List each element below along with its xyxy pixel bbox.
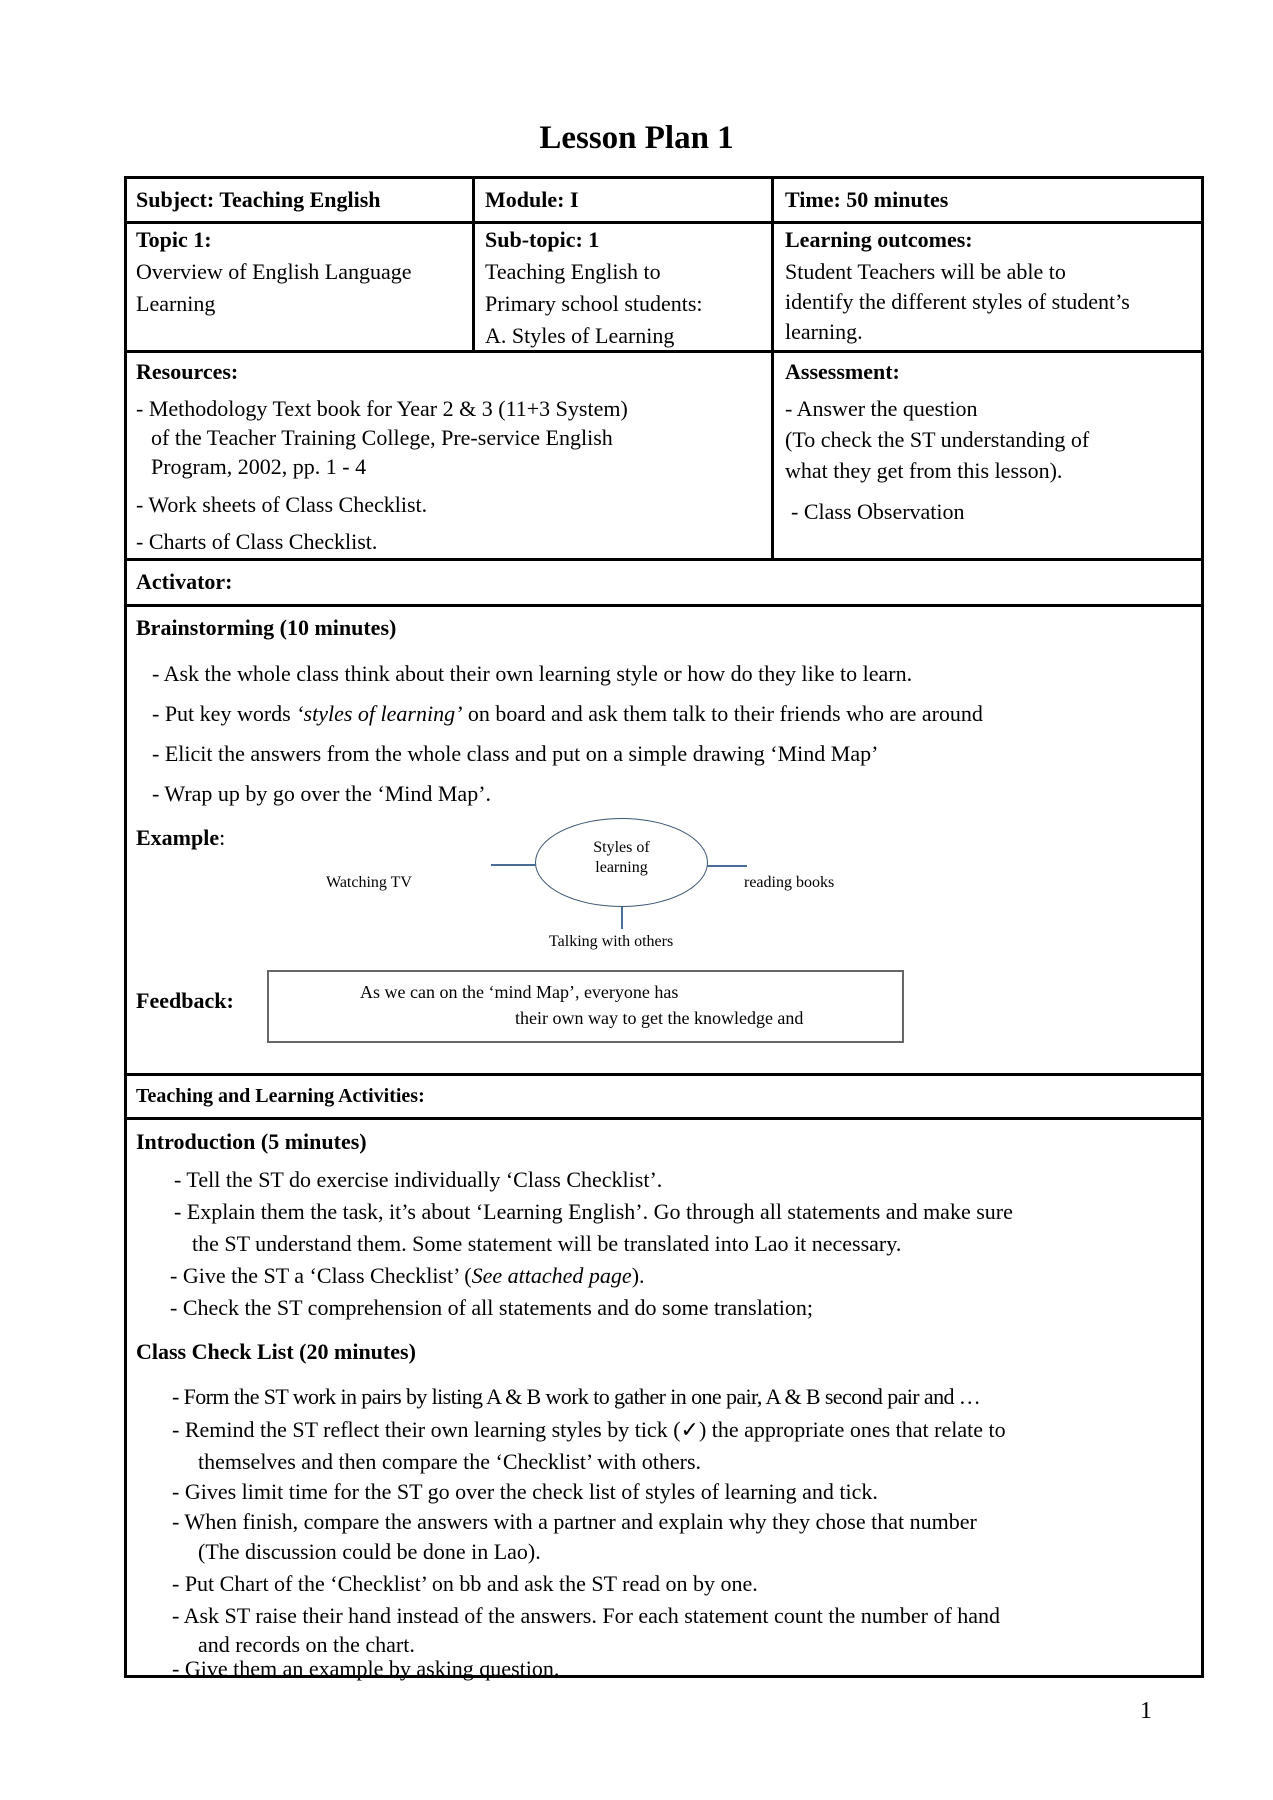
connector-left — [491, 864, 536, 866]
introduction-item: - Explain them the task, it’s about ‘Learning English’. Go through all statements and make sure — [174, 1199, 1013, 1224]
resource-item: of the Teacher Training College, Pre-service English — [151, 425, 613, 450]
feedback-text: their own way to get the knowledge and — [515, 1008, 804, 1028]
page-number: 1 — [1140, 1698, 1152, 1724]
feedback-box — [267, 970, 904, 1043]
resources-label: Resources: — [136, 359, 239, 384]
connector-right — [707, 865, 747, 867]
column-divider — [771, 176, 774, 560]
table-rule — [124, 221, 1204, 224]
checklist-item: - When finish, compare the answers with a partner and explain why they chose that number — [172, 1509, 977, 1534]
resource-item: - Methodology Text book for Year 2 & 3 (11+3 System) — [136, 396, 628, 421]
introduction-item: - Tell the ST do exercise individually ‘Class Checklist’. — [174, 1167, 663, 1192]
checklist-item: - Ask ST raise their hand instead of the answers. For each statement count the number of hand — [172, 1603, 1001, 1628]
assessment-label: Assessment: — [785, 359, 900, 384]
subtopic-label: Sub-topic: 1 — [485, 227, 600, 252]
subtopic-text: Primary school students: — [485, 291, 703, 316]
see-attached-page: See attached page — [471, 1263, 632, 1288]
column-divider — [472, 176, 475, 352]
table-border-top — [124, 176, 1204, 179]
checklist-item: - Form the ST work in pairs by listing A & B work to gather in one pair, A & B second pair and … — [172, 1384, 981, 1409]
outcomes-label: Learning outcomes: — [785, 227, 973, 252]
checklist-item: - Gives limit time for the ST go over the check list of styles of learning and tick. — [172, 1479, 878, 1504]
subtopic-text: Teaching English to — [485, 259, 661, 284]
brainstorm-item-text: - Put key words — [152, 701, 297, 726]
brainstorm-item: - Ask the whole class think about their own learning style or how do they like to learn. — [152, 661, 913, 686]
feedback-label: Feedback: — [136, 988, 234, 1013]
brainstorm-item: - Elicit the answers from the whole class and put on a simple drawing ‘Mind Map’ — [152, 741, 879, 766]
introduction-item: the ST understand them. Some statement will be translated into Lao it necessary. — [192, 1231, 902, 1256]
checklist-item: (The discussion could be done in Lao). — [198, 1539, 541, 1564]
introduction-heading: Introduction (5 minutes) — [136, 1129, 367, 1154]
brainstorm-item-text: on board and ask them talk to their friends who are around — [462, 701, 983, 726]
checklist-item: and records on the chart. — [198, 1632, 415, 1657]
topic-text: Learning — [136, 291, 216, 316]
mind-map-node-left: Watching TV — [326, 874, 412, 891]
activator-label: Activator: — [136, 569, 233, 594]
example-label: Example: — [136, 825, 226, 850]
mind-map-node-right: reading books — [744, 874, 835, 891]
outcomes-text: learning. — [785, 319, 863, 344]
table-rule — [124, 1117, 1204, 1120]
table-rule — [124, 558, 1204, 561]
introduction-item: - Give the ST a ‘Class Checklist’ (See attached page). — [170, 1263, 645, 1288]
feedback-text: As we can on the ‘mind Map’, everyone has — [360, 982, 679, 1002]
assessment-item: - Class Observation — [791, 499, 965, 524]
time-cell: Time: 50 minutes — [785, 187, 949, 212]
outcomes-text: identify the different styles of student’s — [785, 289, 1130, 314]
table-rule — [124, 1073, 1204, 1076]
topic-label: Topic 1: — [136, 227, 212, 252]
assessment-item: - Answer the question — [785, 396, 978, 421]
resource-item: - Work sheets of Class Checklist. — [136, 492, 428, 517]
topic-text: Overview of English Language — [136, 259, 412, 284]
page-title: Lesson Plan 1 — [539, 120, 734, 156]
assessment-item: what they get from this lesson). — [785, 458, 1063, 483]
table-border-right — [1201, 176, 1204, 1678]
outcomes-text: Student Teachers will be able to — [785, 259, 1066, 284]
brainstorming-heading: Brainstorming (10 minutes) — [136, 615, 397, 640]
resource-item: Program, 2002, pp. 1 - 4 — [151, 454, 367, 479]
mind-map-node-bottom: Talking with others — [549, 933, 674, 950]
key-words: ‘styles of learning’ — [296, 701, 463, 726]
assessment-item: (To check the ST understanding of — [785, 427, 1090, 452]
subject-cell: Subject: Teaching English — [136, 187, 381, 212]
resource-item: - Charts of Class Checklist. — [136, 529, 378, 554]
checklist-item: - Put Chart of the ‘Checklist’ on bb and ask the ST read on by one. — [172, 1571, 758, 1596]
introduction-item: - Check the ST comprehension of all statements and do some translation; — [170, 1295, 813, 1320]
checklist-item: themselves and then compare the ‘Checklist’ with others. — [198, 1449, 702, 1474]
brainstorm-item — [152, 698, 983, 729]
tla-label: Teaching and Learning Activities: — [136, 1085, 425, 1107]
module-cell: Module: I — [485, 187, 579, 212]
table-rule — [124, 604, 1204, 607]
brainstorm-item: - Wrap up by go over the ‘Mind Map’. — [152, 781, 492, 806]
mind-map-center-label: Styles of learning — [593, 839, 650, 876]
checklist-item: - Give them an example by asking question. — [172, 1656, 560, 1681]
subtopic-text: A. Styles of Learning — [485, 323, 675, 348]
checklist-heading: Class Check List (20 minutes) — [136, 1339, 416, 1364]
table-border-left — [124, 176, 127, 1678]
checklist-item: - Remind the ST reflect their own learning styles by tick (✓) the appropriate ones that relate to — [172, 1417, 1006, 1442]
connector-bottom — [621, 907, 623, 929]
